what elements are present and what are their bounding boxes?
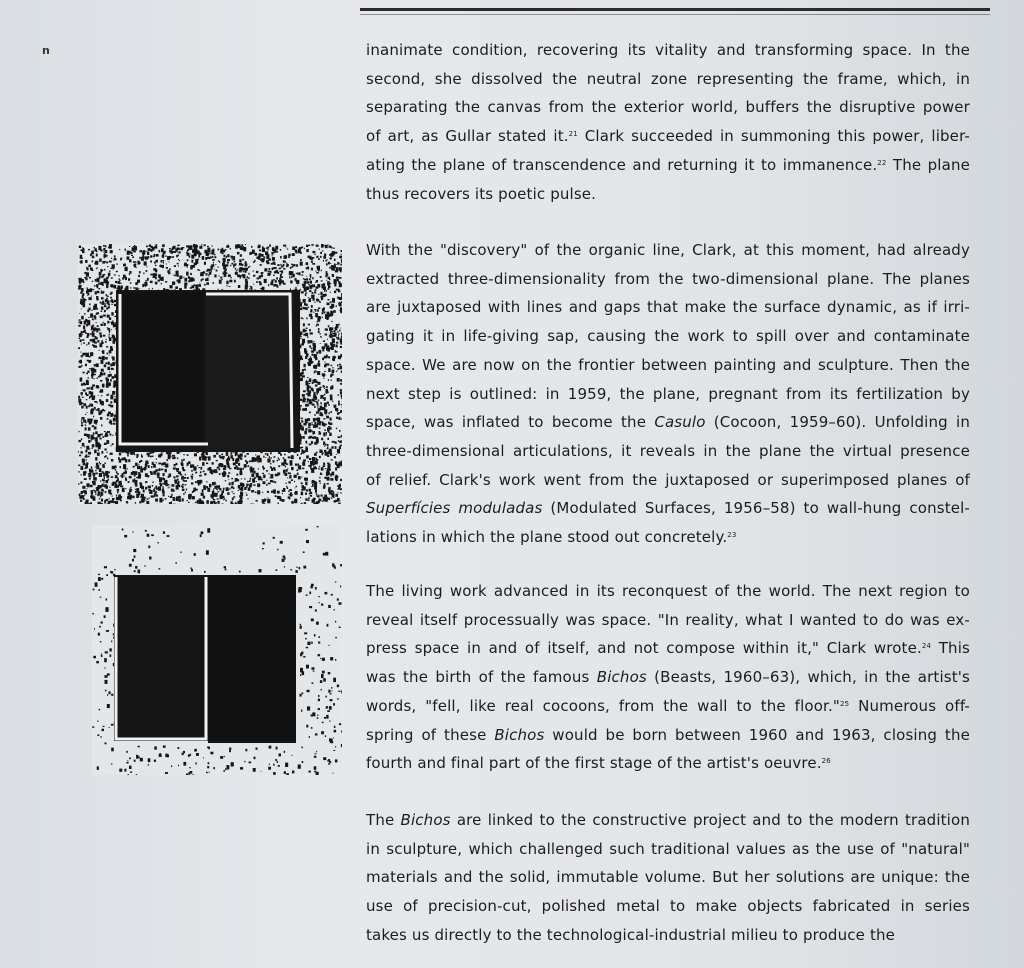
text-run: ating the plane of transcendence and returning it to immanence. bbox=[366, 155, 878, 174]
text-line bbox=[366, 523, 970, 552]
text-run: was the birth of the famous bbox=[366, 668, 597, 687]
text-run: Bichos bbox=[400, 811, 451, 829]
text-line bbox=[366, 606, 970, 635]
text-line bbox=[366, 494, 970, 523]
figure-top-svg bbox=[78, 244, 342, 504]
text-line bbox=[366, 236, 970, 265]
text-line bbox=[366, 408, 970, 437]
text-run: (Beasts, 1960–63), which, in the artist's bbox=[646, 668, 970, 687]
text-line bbox=[366, 577, 970, 606]
text-line bbox=[366, 36, 970, 65]
footnote-marker: 26 bbox=[821, 757, 831, 766]
text-line bbox=[366, 65, 970, 94]
text-run: inanimate condition, recovering its vitality and transforming space. In the bbox=[366, 41, 970, 59]
text-run: next step is outlined: in 1959, the plane, pregnant from its fertilization by bbox=[366, 384, 970, 403]
text-line bbox=[366, 466, 970, 495]
text-line bbox=[366, 265, 970, 294]
header-rule bbox=[360, 8, 990, 11]
text-run: three-dimensional articulations, it reveals in the plane the virtual presence bbox=[366, 441, 970, 460]
text-run: thus recovers its poetic pulse. bbox=[366, 184, 597, 203]
text-line bbox=[366, 806, 970, 835]
text-line bbox=[366, 151, 970, 180]
text-line bbox=[366, 663, 970, 692]
text-line bbox=[366, 351, 970, 380]
text-run: (Modulated Surfaces, 1956–58) to wall-hung constel- bbox=[542, 499, 970, 518]
paragraph-4 bbox=[366, 806, 970, 950]
text-line bbox=[366, 93, 970, 122]
text-line bbox=[366, 835, 970, 864]
paragraph-3 bbox=[366, 577, 970, 778]
text-run: Numerous off- bbox=[849, 696, 970, 715]
text-run: are juxtaposed with lines and gaps that make the surface dynamic, as if irri- bbox=[366, 298, 970, 317]
text-run: Superfícies moduladas bbox=[366, 499, 543, 518]
text-run: of art, as Gullar stated it. bbox=[366, 127, 569, 146]
text-run: separating the canvas from the exterior world, buffers the disruptive power bbox=[366, 98, 970, 117]
text-run: Bichos bbox=[596, 668, 647, 687]
text-run: extracted three-dimensionality from the two-dimensional plane. The planes bbox=[366, 269, 970, 288]
text-run: are linked to the constructive project and to the modern tradition bbox=[450, 811, 970, 829]
text-run: Bichos bbox=[494, 725, 545, 744]
text-run: The living work advanced in its reconquest of the world. The next region to bbox=[366, 582, 970, 600]
text-line bbox=[366, 634, 970, 663]
text-line bbox=[366, 380, 970, 409]
text-line bbox=[366, 122, 970, 151]
text-line bbox=[366, 692, 970, 721]
text-line bbox=[366, 892, 970, 921]
text-run: The plane bbox=[886, 155, 970, 174]
paragraph-1 bbox=[366, 36, 970, 208]
footnote-marker: 24 bbox=[921, 642, 932, 651]
figure-bottom-artwork bbox=[92, 525, 342, 775]
footnote-marker: 21 bbox=[568, 130, 578, 139]
text-run: words, "fell, like real cocoons, from the wall to the floor." bbox=[366, 696, 840, 715]
text-line bbox=[366, 437, 970, 466]
footnote-marker: 23 bbox=[727, 531, 737, 540]
footnote-marker: 22 bbox=[877, 158, 887, 167]
figure-bottom-svg bbox=[92, 525, 342, 775]
text-run: With the "discovery" of the organic line, Clark, at this moment, had already bbox=[366, 241, 970, 259]
text-run: would be born between 1960 and 1963, closing the bbox=[544, 725, 970, 744]
text-line bbox=[366, 863, 970, 892]
text-run: space. We are now on the frontier between painting and sculpture. Then the bbox=[366, 355, 970, 374]
text-run: Casulo bbox=[654, 413, 706, 432]
text-line bbox=[366, 293, 970, 322]
text-line bbox=[366, 921, 970, 950]
text-run: (Cocoon, 1959–60). Unfolding in bbox=[705, 413, 970, 432]
text-run: press space in and of itself, and not compose within it," Clark wrote. bbox=[366, 639, 922, 658]
figure-top-artwork bbox=[78, 244, 342, 504]
text-line bbox=[366, 322, 970, 351]
text-run: fourth and final part of the first stage of the artist's oeuvre. bbox=[366, 754, 822, 773]
text-run: takes us directly to the technological-industrial milieu to produce the bbox=[366, 925, 896, 944]
text-run: in sculpture, which challenged such traditional values as the use of "natural" bbox=[366, 839, 970, 858]
page-number: n bbox=[42, 44, 50, 57]
text-run: gating it in life-giving sap, causing the work to spill over and contaminate bbox=[366, 327, 970, 346]
text-run: This bbox=[931, 639, 971, 658]
header-rule-thin bbox=[360, 14, 990, 15]
text-run: space, was inflated to become the bbox=[366, 413, 655, 432]
text-line bbox=[366, 721, 970, 750]
text-run: use of precision-cut, polished metal to make objects fabricated in series bbox=[366, 897, 970, 916]
text-line bbox=[366, 749, 970, 778]
text-run: Clark succeeded in summoning this power, liber- bbox=[577, 127, 970, 146]
text-run: materials and the solid, immutable volume. But her solutions are unique: the bbox=[366, 868, 970, 887]
text-run: spring of these bbox=[366, 725, 495, 744]
text-run: of relief. Clark's work went from the juxtaposed or superimposed planes of bbox=[366, 470, 970, 489]
text-run: The bbox=[366, 811, 401, 829]
text-run: second, she dissolved the neutral zone representing the frame, which, in bbox=[366, 69, 970, 88]
paragraph-2 bbox=[366, 236, 970, 552]
text-line bbox=[366, 180, 970, 209]
text-run: reveal itself processually was space. "In reality, what I wanted to do was ex- bbox=[366, 610, 970, 629]
footnote-marker: 25 bbox=[839, 699, 850, 708]
text-run: lations in which the plane stood out concretely. bbox=[366, 528, 728, 547]
